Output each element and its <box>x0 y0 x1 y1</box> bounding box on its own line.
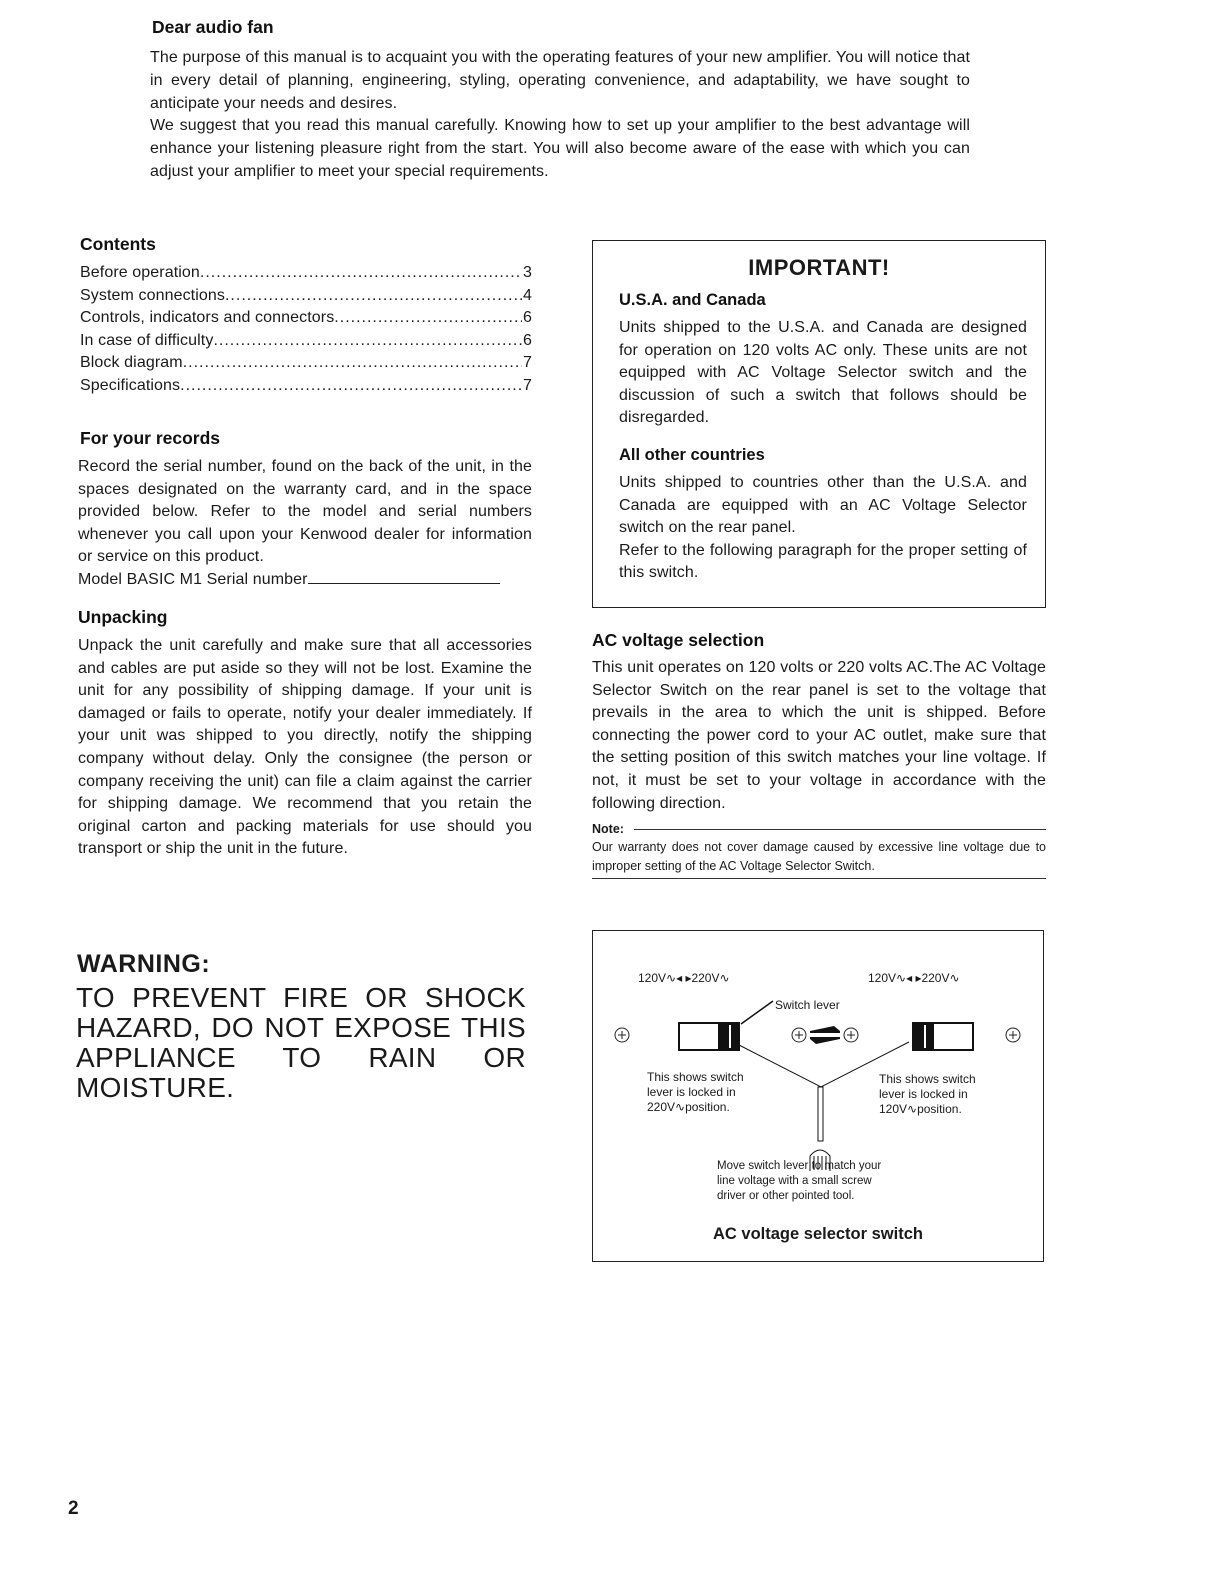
note-text: Our warranty does not cover damage caused by excessive line voltage due to improper setting of the AC Voltage Selector Switch. <box>592 840 1046 873</box>
usa-text: Units shipped to the U.S.A. and Canada are designed for operation on 120 volts AC only. These units are not equipped with AC Voltage Selector switch and the discussion of such a switch that follows should be disregarded. <box>619 319 1027 427</box>
toc-page: 3 <box>523 264 532 281</box>
switch-arrows-icon <box>810 1026 840 1044</box>
note-block <box>592 822 1046 879</box>
toc-entry[interactable] <box>80 262 532 285</box>
ac-selection-heading: AC voltage selection <box>592 630 765 650</box>
screw-icon <box>844 1028 858 1042</box>
warning-heading: WARNING: <box>77 950 211 978</box>
toc-page: 4 <box>523 286 532 304</box>
toc-leader <box>225 285 522 308</box>
other-countries-refer: Refer to the following paragraph for the proper setting of this switch. <box>619 541 1027 582</box>
toc-leader <box>213 330 522 353</box>
serial-number-blank <box>308 583 500 584</box>
toc-page: 6 <box>523 331 532 349</box>
toc-label: Specifications <box>80 376 181 394</box>
instruction-line: driver or other pointed tool. <box>717 1190 855 1202</box>
caption-line: lever is locked in <box>879 1087 968 1101</box>
instruction-line: line voltage with a small screw <box>717 1175 872 1187</box>
contents-heading: Contents <box>80 234 156 254</box>
switch-120-position <box>913 1023 973 1050</box>
caption-line: 120V∿position. <box>879 1102 962 1116</box>
toc-label: Block diagram <box>80 354 183 372</box>
model-serial-label: Model BASIC M1 Serial number <box>78 570 308 588</box>
right-caption <box>879 1072 976 1117</box>
toc-label: Controls, indicators and connectors <box>80 309 335 327</box>
toc-entry[interactable] <box>80 307 532 330</box>
caption-line: This shows switch <box>647 1070 744 1084</box>
toc-page: 7 <box>523 354 532 372</box>
note-rule <box>634 829 1046 830</box>
switch-lever-label: Switch lever <box>775 998 840 1012</box>
caption-line: lever is locked in <box>647 1085 736 1099</box>
toc-label: Before operation <box>80 264 200 281</box>
intro-paragraph: We suggest that you read this manual carefully. Knowing how to set up your amplifier to the best advantage will enhance your listening pleasure right from the start. You will also become aware of the ease with which you can adjust your amplifier to meet your special requirements. <box>150 117 970 180</box>
toc-page: 7 <box>523 376 532 394</box>
diagram-title: AC voltage selector switch <box>713 1225 923 1243</box>
switch-lever-pointer <box>741 1001 773 1024</box>
toc-label: In case of difficulty <box>80 331 214 349</box>
left-caption <box>647 1070 744 1115</box>
left-voltage-scale: 120V∿◂ ▸220V∿ <box>638 971 730 985</box>
toc-entry[interactable] <box>80 375 532 398</box>
important-title: IMPORTANT! <box>748 255 890 280</box>
instruction-line: Move switch lever to match your <box>717 1160 882 1172</box>
screw-icon <box>792 1028 806 1042</box>
warning-text: TO PREVENT FIRE OR SHOCK HAZARD, DO NOT EXPOSE THIS APPLIANCE TO RAIN OR MOISTURE. <box>76 982 526 1103</box>
toc-entry[interactable] <box>80 352 532 375</box>
unpacking-text: Unpack the unit carefully and make sure that all accessories and cables are put aside so they will not be lost. Examine the unit for any possibility of shipping damage. If your unit is damaged or fails to operate, notify your dealer immediately. If your unit was shipped to you directly, notify the shipping company without delay. Only the consignee (the person or company receiving the unit) can file a claim against the carrier for shipping damage. We recommend that you retain the original carton and packing materials for use should you transport or ship the unit in the future. <box>78 637 532 858</box>
toc-leader <box>334 307 522 330</box>
records-text: Record the serial number, found on the back of the unit, in the spaces designated on the warranty card, and in the space provided below. Refer to the model and serial numbers whenever you call upon your Kenwood dealer for information or service on this product. <box>78 458 532 566</box>
table-of-contents <box>80 262 532 398</box>
unpacking-heading: Unpacking <box>78 607 168 627</box>
usa-heading: U.S.A. and Canada <box>619 291 766 309</box>
ac-selector-diagram <box>592 930 1044 1262</box>
important-box <box>592 240 1046 608</box>
toc-leader <box>183 352 522 375</box>
intro-paragraph: The purpose of this manual is to acquaint you with the operating features of your new amplifier. You will notice that in every detail of planning, engineering, styling, operating convenience, and adaptability, we have sought to anticipate your needs and desires. <box>150 49 970 112</box>
note-bottom-rule <box>592 878 1046 879</box>
toc-page: 6 <box>523 309 532 327</box>
instruction-text <box>717 1159 881 1204</box>
screw-icon <box>615 1028 629 1042</box>
intro-heading: Dear audio fan <box>152 17 274 37</box>
caption-line: This shows switch <box>879 1072 976 1086</box>
switch-220-position <box>679 1023 739 1050</box>
caption-line: 220V∿position. <box>647 1100 730 1114</box>
note-label: Note: <box>592 822 624 836</box>
other-countries-text: Units shipped to countries other than the U.S.A. and Canada are equipped with an AC Voltage Selector switch on the rear panel. <box>619 473 1027 537</box>
intro-text <box>150 47 970 184</box>
right-voltage-scale: 120V∿◂ ▸220V∿ <box>868 971 960 985</box>
records-section <box>78 456 532 592</box>
screw-icon <box>1006 1028 1020 1042</box>
toc-entry[interactable] <box>80 285 532 308</box>
toc-leader <box>180 375 522 398</box>
page-number: 2 <box>68 1498 79 1519</box>
other-countries-heading: All other countries <box>619 445 765 464</box>
toc-leader <box>200 262 522 285</box>
toc-label: System connections <box>80 286 225 304</box>
records-heading: For your records <box>80 428 221 448</box>
toc-entry[interactable] <box>80 330 532 353</box>
ac-selection-text: This unit operates on 120 volts or 220 volts AC.The AC Voltage Selector Switch on the rear panel is set to the voltage that prevails in the area to which the unit is shipped. Before connecting the power cord to your AC outlet, make sure that the setting position of this switch matches your line voltage. If not, it must be set to your voltage in accordance with the following direction. <box>592 659 1046 812</box>
